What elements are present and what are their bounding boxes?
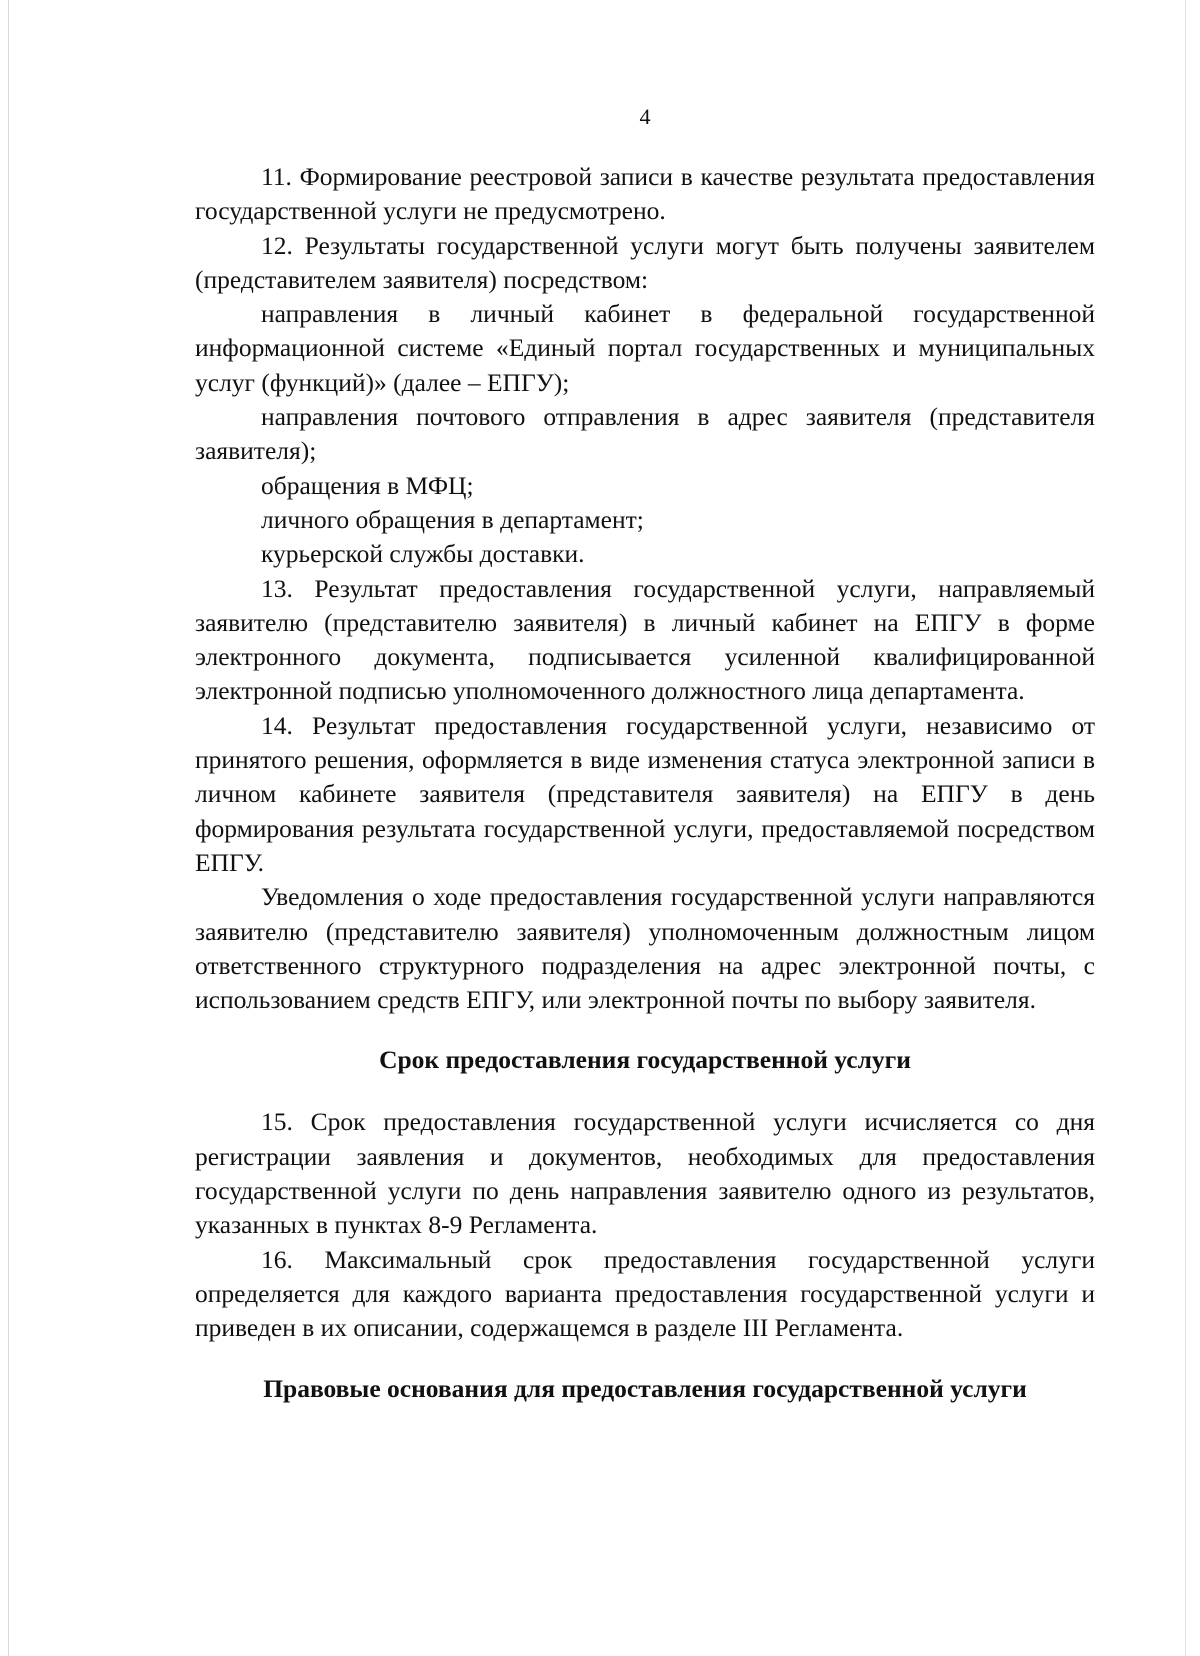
paragraph-14: 14. Результат предоставления государственной услуги, независимо от принятого решения, оформляется в виде изменения статуса электронной записи в личном кабинете заявителя (представителя заявителя) на ЕПГУ в день формирования результата государственной услуги, предоставляемой посредством ЕПГУ. bbox=[195, 710, 1095, 877]
result-method-post: направления почтового отправления в адрес заявителя (представителя заявителя); bbox=[195, 402, 1095, 466]
scan-edge-left bbox=[8, 0, 9, 1656]
page-number: 4 bbox=[639, 104, 651, 129]
section-heading-term: Срок предоставления государственной услуги bbox=[379, 1045, 911, 1075]
notifications-paragraph: Уведомления о ходе предоставления государственной услуги направляются заявителю (представителю заявителя) уполномоченным должностным лицом ответственного структурного подразделения на адрес электронной почты, с использованием средств ЕПГУ, или электронной почты по выбору заявителя. bbox=[195, 882, 1095, 1015]
result-method-mfc: обращения в МФЦ; bbox=[261, 470, 474, 500]
result-method-courier: курьерской службы доставки. bbox=[261, 539, 585, 569]
document-body bbox=[195, 160, 1095, 1406]
section-heading-legal-basis: Правовые основания для предоставления государственной услуги bbox=[263, 1373, 1027, 1403]
paragraph-11: 11. Формирование реестровой записи в качестве результата предоставления государственной услуги не предусмотрено. bbox=[195, 162, 1095, 226]
result-method-personal-account: направления в личный кабинет в федеральной государственной информационной системе «Единый портал государственных и муниципальных услуг (функций)» (далее – ЕПГУ); bbox=[195, 299, 1095, 397]
paragraph-13: 13. Результат предоставления государственной услуги, направляемый заявителю (представителю заявителя) в личный кабинет на ЕПГУ в форме электронного документа, подписывается усиленной квалифицированной электронной подписью уполномоченного должностного лица департамента. bbox=[195, 573, 1095, 706]
paragraph-16: 16. Максимальный срок предоставления государственной услуги определяется для каждого варианта предоставления государственной услуги и приведен в их описании, содержащемся в разделе III Регламента. bbox=[195, 1244, 1095, 1343]
paragraph-12: 12. Результаты государственной услуги могут быть получены заявителем (представителем заявителя) посредством: bbox=[195, 230, 1095, 294]
result-method-department: личного обращения в департамент; bbox=[261, 504, 644, 534]
scan-edge-right bbox=[1185, 0, 1186, 1656]
paragraph-15: 15. Срок предоставления государственной услуги исчисляется со дня регистрации заявления и документов, необходимых для предоставления государственной услуги по день направления заявителю одного из результатов, указанных в пунктах 8-9 Регламента. bbox=[195, 1107, 1095, 1240]
